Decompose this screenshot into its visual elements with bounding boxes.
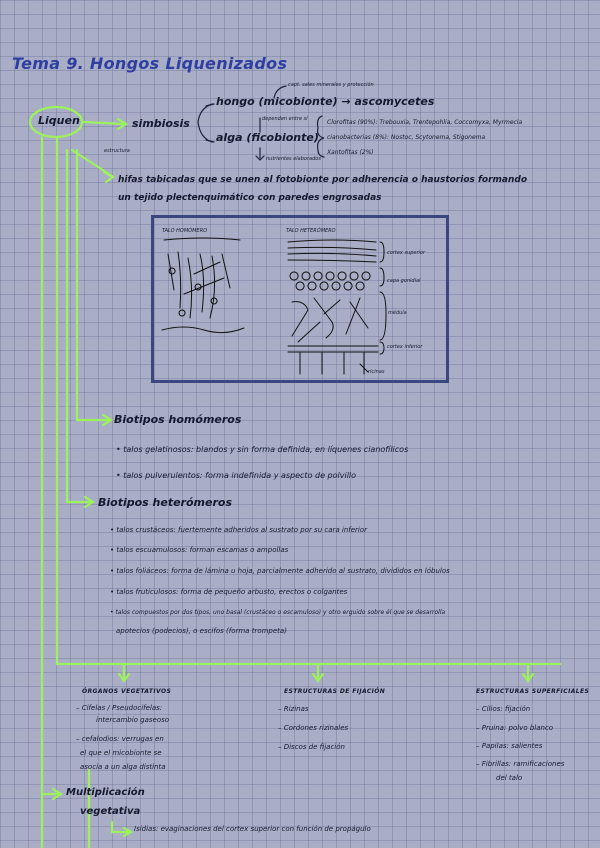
col-organos-item-2b: el que el micobionte se: [80, 749, 162, 757]
cortex-sup: [288, 240, 376, 262]
root-liquen: Liquen: [38, 114, 80, 127]
col-fijacion-item-3: – Discos de fijación: [278, 743, 345, 751]
alga-group-3: Xantofitas (2%): [327, 149, 374, 156]
col-fijacion-item-1: – Rizinas: [278, 705, 309, 713]
col-superficiales-item-1: – Cilios: fijación: [476, 705, 531, 713]
ricinas: [300, 352, 364, 374]
homomero-bottom-line: [162, 327, 244, 333]
heteromeros-item-4: • talos fruticulosos: forma de pequeño arbusto, erectos o colgantes: [110, 588, 348, 596]
hifas-line-2: un tejido plectenquimático con paredes engrosadas: [118, 193, 382, 203]
drop-3: [523, 664, 533, 681]
arrow-to-simbiosis: [84, 119, 126, 129]
homomeros-item-1: • talos gelatinosos: blandos y sin forma definida, en líquenes cianofílicos: [116, 445, 409, 454]
arrow-to-hifas: [72, 150, 113, 182]
col-fijacion-title: ESTRUCTURAS DE FIJACIÓN: [284, 688, 386, 695]
drop-1: [119, 664, 129, 681]
label-capa-gonidial: capa gonidial: [387, 278, 421, 284]
homomeros-title: Biotipos homómeros: [114, 413, 242, 426]
medula-hyphae: [292, 298, 368, 342]
homomero-top-line: [164, 238, 240, 240]
talo-homomero-title: TALO HOMÓMERO: [162, 228, 207, 234]
thallus-drawing: [154, 218, 446, 380]
col-superficiales-item-4b: del talo: [496, 774, 523, 782]
talo-heteromero-title: TALO HETERÓMERO: [286, 228, 336, 234]
simbiosis-brace: [198, 104, 212, 142]
homomeros-item-2: • talos pulverulentos: forma indefinida y aspecto de polvillo: [116, 471, 357, 480]
homomeros-item-1-text: talos gelatinosos: blandos y sin forma definida, en líquenes cianofílicos: [123, 445, 409, 454]
multiplicacion-title-2: vegetativa: [80, 806, 141, 817]
simbiosis-label: simbiosis: [132, 117, 190, 130]
arrow-to-multiplicacion: [42, 789, 61, 799]
heteromeros-compuestos-2: apotecios (podecios), o escifos (forma trompeta): [116, 627, 287, 635]
estructura-note: estructura: [104, 148, 130, 154]
col-superficiales-item-3: – Papilas: salientes: [476, 742, 543, 750]
heteromeros-item-2: • talos escuamulosos: forman escamas o ampollas: [110, 546, 289, 554]
alga-group-1: Clorofitas (90%): Trebouxia, Trentepohlia, Coccomyxa, Myrmecia: [327, 119, 523, 126]
brace-3: [380, 292, 386, 340]
col-superficiales-item-4a: – Fibrillas: ramificaciones: [476, 760, 565, 768]
heteromeros-item-4-text: talos fruticulosos: forma de pequeño arbusto, erectos o colgantes: [116, 588, 348, 596]
label-cortex-superior: cortex superior: [387, 250, 426, 256]
drop-2: [313, 664, 323, 681]
heteromeros-item-3: • talos foliáceos: forma de lámina u hoja, parcialmente adherido al sustrato, divididos en lóbulos: [110, 567, 450, 575]
thallus-diagram: [151, 215, 449, 383]
brace-4: [380, 342, 384, 354]
dependen-note: dependen entre sí: [262, 116, 308, 122]
col-fijacion-item-2: – Cordones rizinales: [278, 724, 349, 732]
col-superficiales-title: ESTRUCTURAS SUPERFICIALES: [476, 688, 590, 695]
heteromeros-item-2-text: talos escuamulosos: forman escamas o ampollas: [116, 546, 289, 554]
col-organos-item-2c: asocia a un alga distinta: [80, 763, 166, 771]
alga-group-2: cianobacterias (8%): Nostoc, Scytonema, Stigonema: [327, 134, 486, 141]
heteromeros-item-1: • talos crustáceos: fuertemente adheridos al sustrato por su cara inferior: [110, 526, 368, 534]
compuestos-line-1-text: talos compuestos por dos tipos, uno basal (crustáceo o escamuloso) y otro erguido sobre él que se desarrolla: [115, 609, 446, 616]
heteromeros-compuestos-1: • talos compuestos por dos tipos, uno basal (crustáceo o escamuloso) y otro erguido sobre él que se desarrolla: [110, 609, 446, 616]
nutrientes-note: nutrientes elaborados: [266, 156, 321, 162]
gonidial-cells: [290, 272, 370, 290]
brace-2: [380, 268, 384, 286]
cortex-inf: [288, 346, 378, 352]
arrow-to-homomeros: [77, 415, 111, 425]
col-organos-item-1a: – Cifelas / Pseudocifelas:: [76, 704, 163, 712]
hifas-line-1: hifas tabicadas que se unen al fotobionte por adherencia o haustorios formando: [118, 175, 528, 185]
homomeros-item-2-text: talos pulverulentos: forma indefinida y aspecto de polvillo: [123, 471, 357, 480]
col-organos-item-1b: intercambio gaseoso: [96, 716, 170, 724]
col-organos-title: ÓRGANOS VEGETATIVOS: [82, 688, 172, 695]
heteromeros-item-3-text: talos foliáceos: forma de lámina u hoja, parcialmente adherido al sustrato, divididos en lóbulos: [116, 567, 450, 575]
hook-isidias: [112, 822, 131, 836]
brace-1: [380, 242, 384, 262]
arrow-to-heteromeros: [67, 497, 93, 507]
label-cortex-inferior: cortex inferior: [387, 344, 423, 350]
heteromeros-item-1-text: talos crustáceos: fuertemente adheridos al sustrato por su cara inferior: [116, 526, 368, 534]
isidias-text: Isidias: evaginaciones del cortex superior con función de propágulo: [134, 825, 371, 833]
homomero-strands: [168, 252, 230, 318]
col-superficiales-item-2: – Pruina: polvo blanco: [476, 724, 554, 732]
col-organos-item-2a: – cefalodios: verrugas en: [76, 735, 164, 743]
homomero-cells: [169, 268, 217, 316]
label-medula: médula: [388, 310, 407, 316]
multiplicacion-title-1: Multiplicación: [66, 787, 145, 798]
alga-label: alga (ficobionte): [216, 131, 319, 144]
hongo-note: capt. sales minerales y protección: [288, 82, 374, 88]
page-title: Tema 9. Hongos Liquenizados: [12, 54, 288, 73]
label-ricinas: ricinas: [368, 369, 385, 375]
hongo-label: hongo (micobionte) → ascomycetes: [216, 95, 435, 108]
heteromeros-title: Biotipos heterómeros: [98, 496, 232, 509]
